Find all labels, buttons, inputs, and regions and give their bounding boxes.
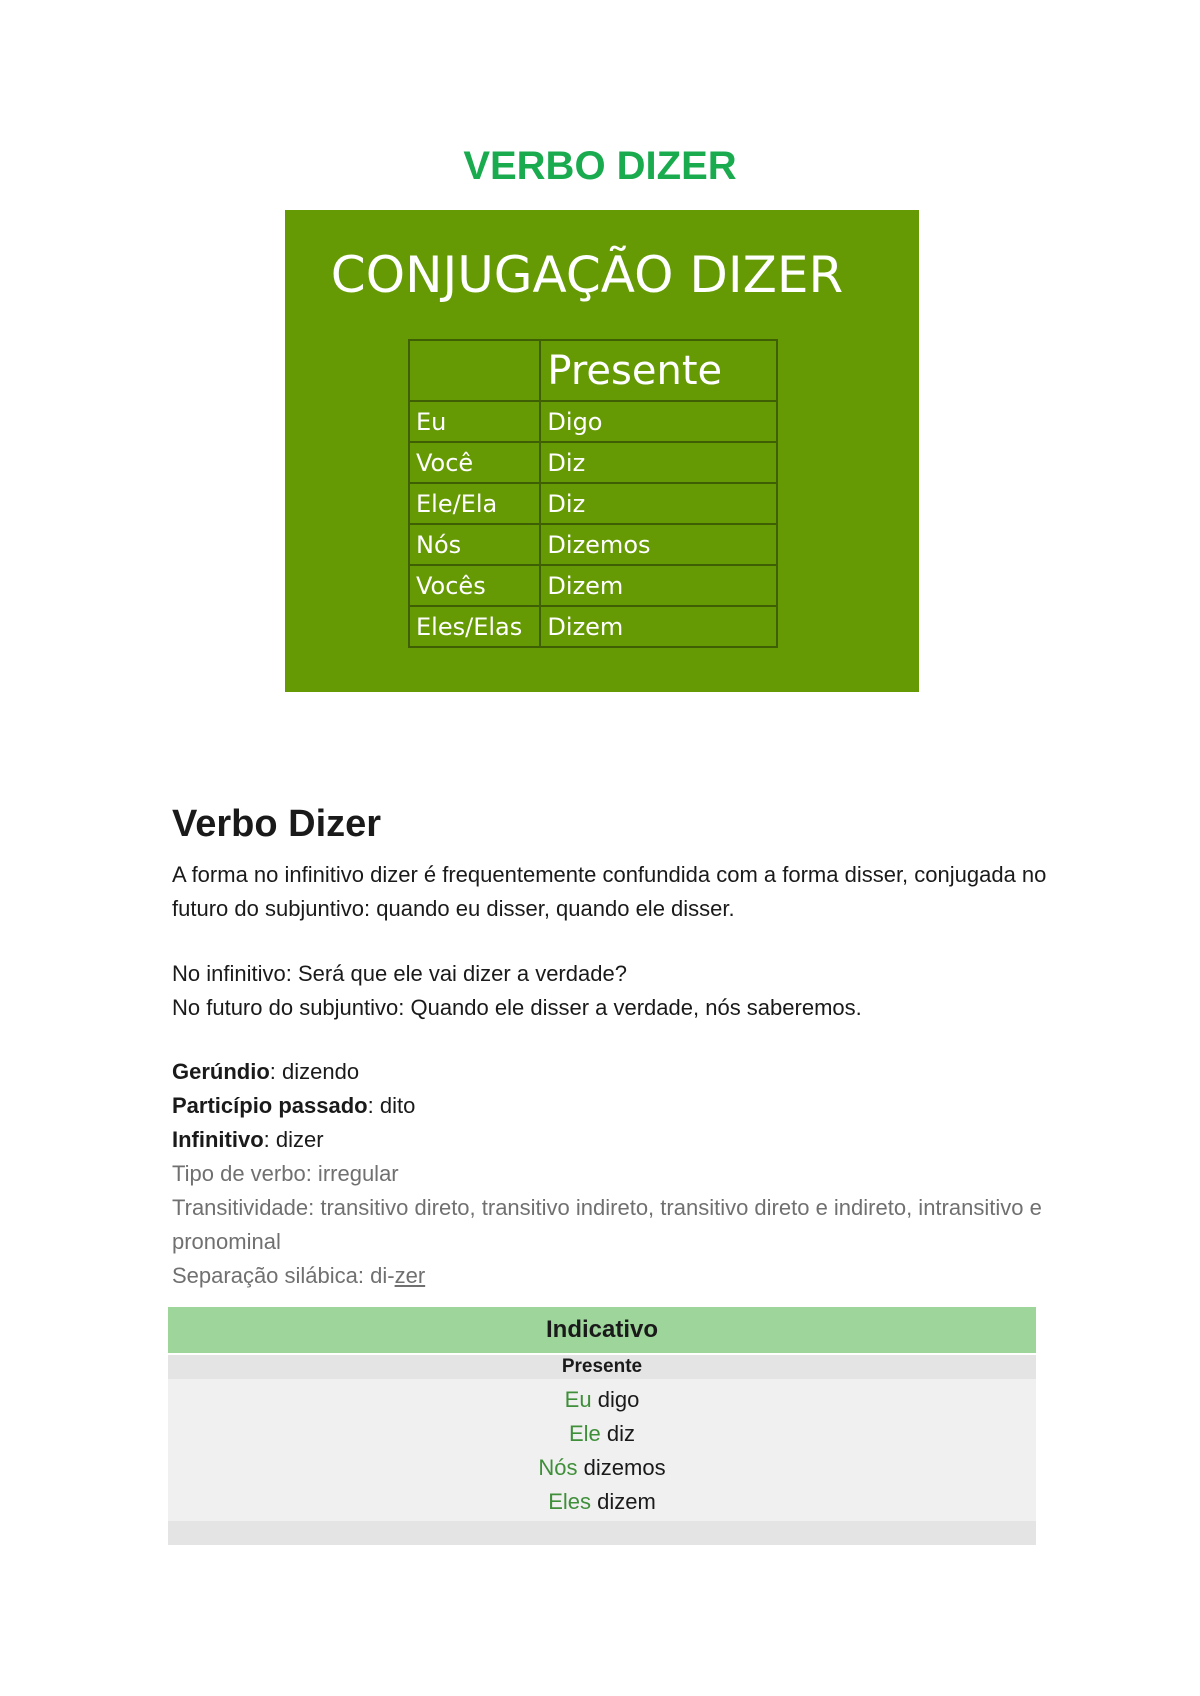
conjugation-pronoun: Ele xyxy=(568,1421,601,1446)
image-table-pronoun: Eu xyxy=(409,401,540,442)
image-table-verb: Diz xyxy=(540,483,777,524)
image-table-row xyxy=(409,442,777,483)
image-table-row xyxy=(409,606,777,647)
image-table-pronoun: Eles/Elas xyxy=(409,606,540,647)
conjugation-pronoun: Eu xyxy=(564,1387,592,1412)
conjugation-line xyxy=(168,1485,1036,1519)
image-table-pronoun: Ele/Ela xyxy=(409,483,540,524)
image-table-header-cell: Presente xyxy=(540,340,777,401)
conjugation-mode-header: Indicativo xyxy=(168,1307,1036,1353)
property-value: : dizer xyxy=(263,1127,324,1152)
image-table-pronoun: Você xyxy=(409,442,540,483)
image-heading: CONJUGAÇÃO DIZER xyxy=(330,246,844,304)
conjugation-verb: digo xyxy=(591,1387,640,1412)
image-table-verb: Dizemos xyxy=(540,524,777,565)
conjugation-pronoun: Nós xyxy=(538,1455,578,1480)
image-table-verb: Diz xyxy=(540,442,777,483)
image-table-verb: Dizem xyxy=(540,565,777,606)
conjugation-pronoun: Eles xyxy=(548,1489,591,1514)
property-infinitive xyxy=(172,1123,1052,1157)
conjugation-line xyxy=(168,1451,1036,1485)
property-label: Infinitivo xyxy=(172,1127,264,1152)
property-transitivity: Transitividade: transitivo direto, transitivo indireto, transitivo direto e indireto, intransitivo e pronominal xyxy=(172,1195,1042,1254)
conjugation-table xyxy=(168,1307,1036,1545)
conjugation-tense-header: Presente xyxy=(168,1355,1036,1379)
example-infinitive: No infinitivo: Será que ele vai dizer a verdade? xyxy=(172,961,627,986)
property-verb-type: Tipo de verbo: irregular xyxy=(172,1161,399,1186)
image-table-row xyxy=(409,565,777,606)
page-title: VERBO DIZER xyxy=(463,144,737,188)
conjugation-verb: dizem xyxy=(591,1489,656,1514)
image-table-header-cell xyxy=(409,340,540,401)
image-table-row xyxy=(409,524,777,565)
property-syllable-separation xyxy=(172,1259,1052,1293)
image-table-verb: Digo xyxy=(540,401,777,442)
syllable-link[interactable]: zer xyxy=(394,1263,426,1288)
image-table-pronoun: Nós xyxy=(409,524,540,565)
image-table-pronoun: Vocês xyxy=(409,565,540,606)
image-table-verb: Dizem xyxy=(540,606,777,647)
conjugation-footer xyxy=(168,1521,1036,1545)
conjugation-line xyxy=(168,1383,1036,1417)
intro-paragraph: A forma no infinitivo dizer é frequentemente confundida com a forma disser, conjugada no futuro do subjuntivo: quando eu disser, quando ele disser. xyxy=(172,862,1047,921)
property-value: Separação silábica: di- xyxy=(172,1263,395,1288)
image-table-row xyxy=(409,483,777,524)
examples-block xyxy=(172,957,1052,1025)
conjugation-verb: diz xyxy=(600,1421,636,1446)
image-table-row xyxy=(409,401,777,442)
property-value: : dizendo xyxy=(269,1059,360,1084)
property-participle xyxy=(172,1089,1052,1123)
conjugation-verb: dizemos xyxy=(577,1455,666,1480)
conjugation-body xyxy=(168,1379,1036,1521)
conjugation-image xyxy=(285,210,919,692)
property-value: : dito xyxy=(367,1093,416,1118)
example-subjunctive: No futuro do subjuntivo: Quando ele disser a verdade, nós saberemos. xyxy=(172,995,862,1020)
verb-properties xyxy=(172,1055,1052,1293)
conjugation-line xyxy=(168,1417,1036,1451)
property-label: Gerúndio xyxy=(172,1059,270,1084)
property-label: Particípio passado xyxy=(172,1093,368,1118)
image-table-header-row xyxy=(409,340,777,401)
property-gerund xyxy=(172,1055,1052,1089)
image-conjugation-table xyxy=(408,339,778,648)
section-title: Verbo Dizer xyxy=(172,803,382,845)
